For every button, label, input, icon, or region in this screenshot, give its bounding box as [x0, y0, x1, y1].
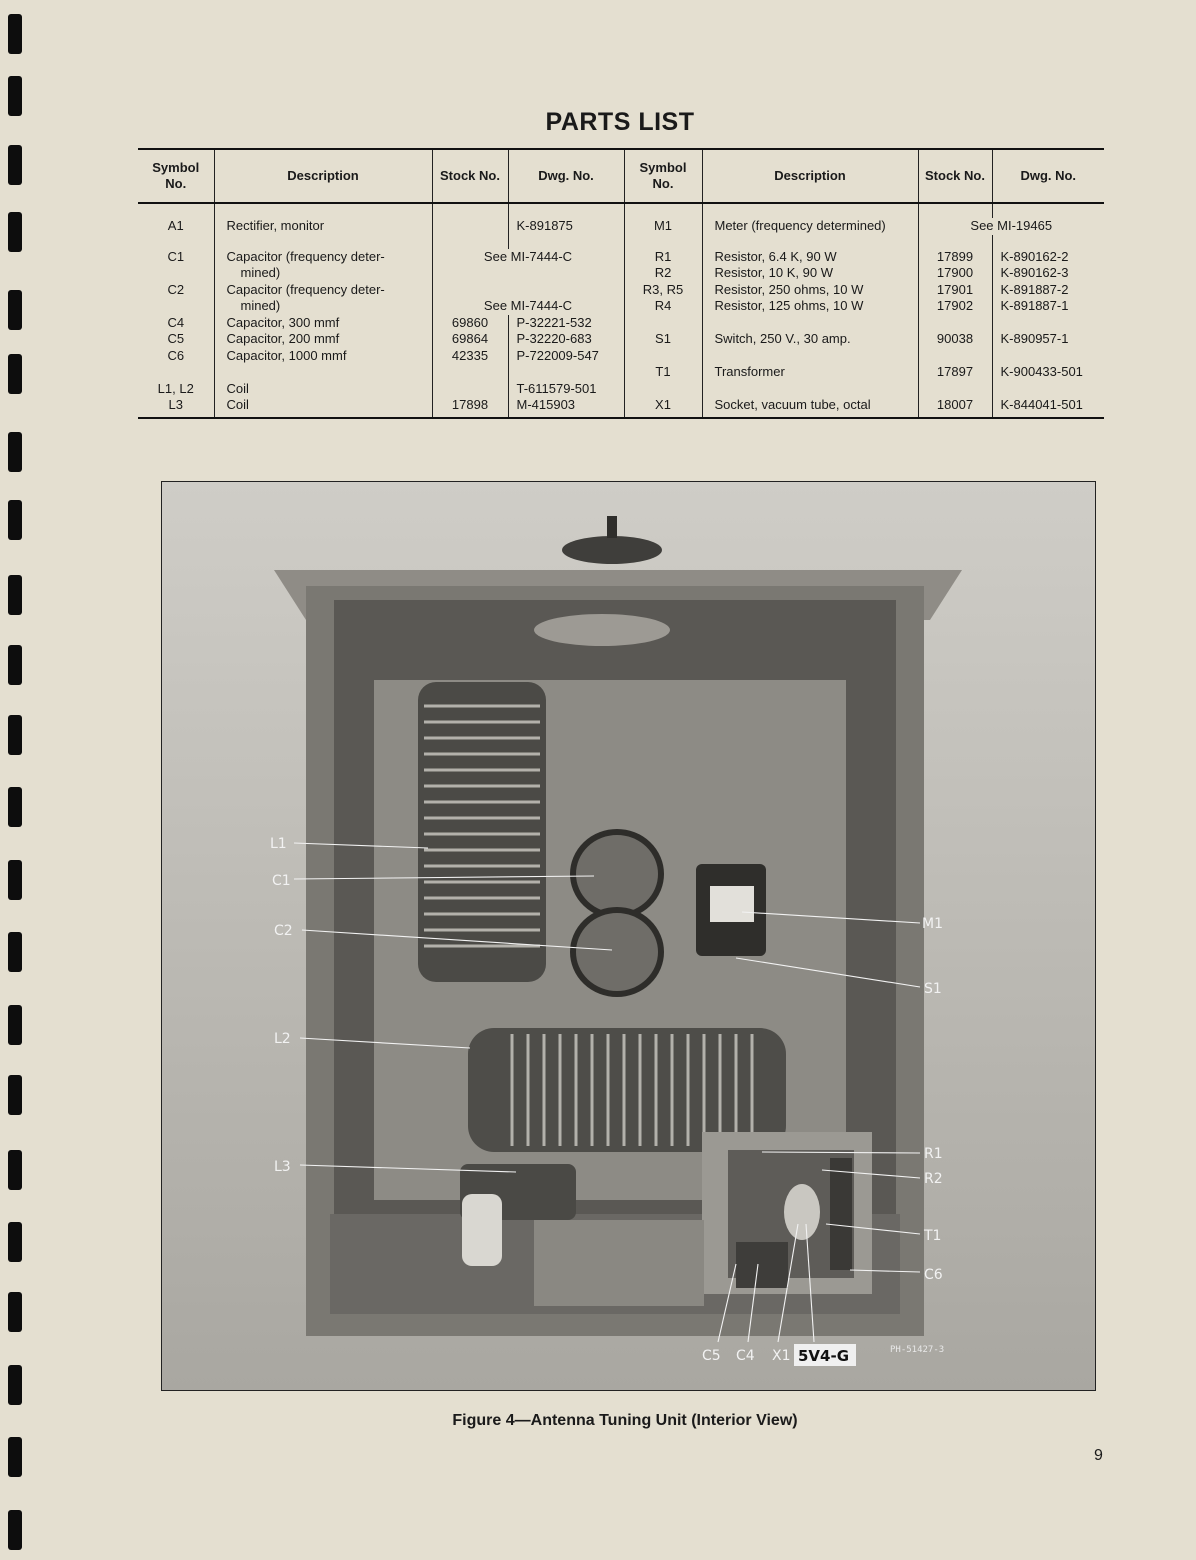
col-header-symbol: Symbol No.	[138, 149, 214, 203]
col-header-dwg: Dwg. No.	[992, 149, 1104, 203]
figure-caption: Figure 4—Antenna Tuning Unit (Interior View)	[452, 1412, 798, 1429]
col-header-dwg: Dwg. No.	[508, 149, 624, 203]
reference-cell: See MI-7444-C	[432, 282, 624, 315]
stock-cell: 17901 17902	[918, 282, 992, 315]
page-title: PARTS LIST	[545, 108, 695, 136]
symbol-cell: S1	[624, 315, 702, 365]
reference-cell: See MI-19465	[918, 218, 1104, 235]
description-cell: Capacitor (frequency deter- mined)	[214, 249, 432, 282]
symbol-cell: C2	[167, 281, 185, 297]
stock-cell	[432, 218, 508, 235]
dwg-cell: K-900433-501 K-844041-501	[992, 364, 1104, 418]
description-cell: Transformer Socket, vacuum tube, octal	[702, 364, 918, 418]
callout-l3: L3	[274, 1159, 291, 1175]
dwg-cell: K-890957-1	[992, 315, 1104, 365]
symbol-cell: A1	[167, 218, 184, 233]
col-header-description: Description	[702, 149, 918, 203]
col-header-stock: Stock No.	[918, 149, 992, 203]
callout-m1: M1	[922, 916, 943, 932]
stock-cell: 17898	[432, 364, 508, 418]
col-header-stock: Stock No.	[432, 149, 508, 203]
symbol-cell: T1 X1	[624, 364, 702, 418]
callout-r2: R2	[924, 1171, 943, 1187]
symbol-cell: R3, R5 R4	[624, 282, 702, 315]
callout-c1: C1	[272, 873, 291, 889]
reference-cell: See MI-7444-C	[432, 249, 624, 282]
symbol-cell: L1, L2 L3	[138, 364, 214, 418]
spiral-binding	[8, 0, 26, 1560]
callout-c6: C6	[924, 1267, 943, 1283]
callout-s1: S1	[924, 981, 942, 997]
description-cell: Coil Coil	[214, 364, 432, 418]
tube-type-label: 5V4-G	[798, 1347, 850, 1365]
description-cell: Rectifier, monitor	[214, 218, 432, 235]
stock-cell: 69860 69864 42335	[432, 315, 508, 365]
callout-c2: C2	[274, 923, 293, 939]
dwg-cell: K-891875	[508, 218, 624, 235]
page-number: 9	[1094, 1447, 1103, 1464]
description-cell: Resistor, 6.4 K, 90 W Resistor, 10 K, 90 W	[702, 249, 918, 282]
photo-number: PH-51427-3	[890, 1345, 945, 1355]
table-header-row	[138, 149, 1104, 203]
callout-t1: T1	[924, 1228, 942, 1244]
col-header-symbol: Symbol No.	[624, 149, 702, 203]
stock-cell: 17897 18007	[918, 364, 992, 418]
stock-cell: 17899 17900	[918, 249, 992, 282]
description-cell: Capacitor, 300 mmf Capacitor, 200 mmf Capacitor, 1000 mmf	[214, 315, 432, 365]
dwg-cell: K-890162-2 K-890162-3	[992, 249, 1104, 282]
symbol-cell: C4 C5 C6	[167, 314, 185, 363]
table-row	[138, 249, 1104, 282]
table-row	[138, 218, 1104, 235]
callout-x1: X1	[772, 1348, 791, 1364]
symbol-cell: C1	[167, 248, 185, 264]
symbol-cell: M1	[624, 218, 702, 235]
interior-view-illustration	[162, 482, 1095, 1390]
table-row	[138, 364, 1104, 418]
callout-c5: C5	[702, 1348, 721, 1364]
stock-cell: 90038	[918, 315, 992, 365]
callout-r1: R1	[924, 1146, 943, 1162]
description-cell: Switch, 250 V., 30 amp.	[702, 315, 918, 365]
dwg-cell: K-891887-2 K-891887-1	[992, 282, 1104, 315]
callout-l2: L2	[274, 1031, 291, 1047]
dwg-cell: T-611579-501 M-415903	[508, 364, 624, 418]
dwg-cell: P-32221-532 P-32220-683 P-722009-547	[508, 315, 624, 365]
parts-list-table	[138, 148, 1104, 419]
table-row	[138, 315, 1104, 365]
callout-c4: C4	[736, 1348, 755, 1364]
description-cell: Meter (frequency determined)	[702, 218, 918, 235]
table-row	[138, 282, 1104, 315]
col-header-description: Description	[214, 149, 432, 203]
description-cell: Capacitor (frequency deter- mined)	[214, 282, 432, 315]
antenna-tuning-unit-photo	[161, 481, 1096, 1391]
callout-l1: L1	[270, 836, 287, 852]
symbol-cell: R1 R2	[624, 249, 702, 282]
description-cell: Resistor, 250 ohms, 10 W Resistor, 125 ohms, 10 W	[702, 282, 918, 315]
